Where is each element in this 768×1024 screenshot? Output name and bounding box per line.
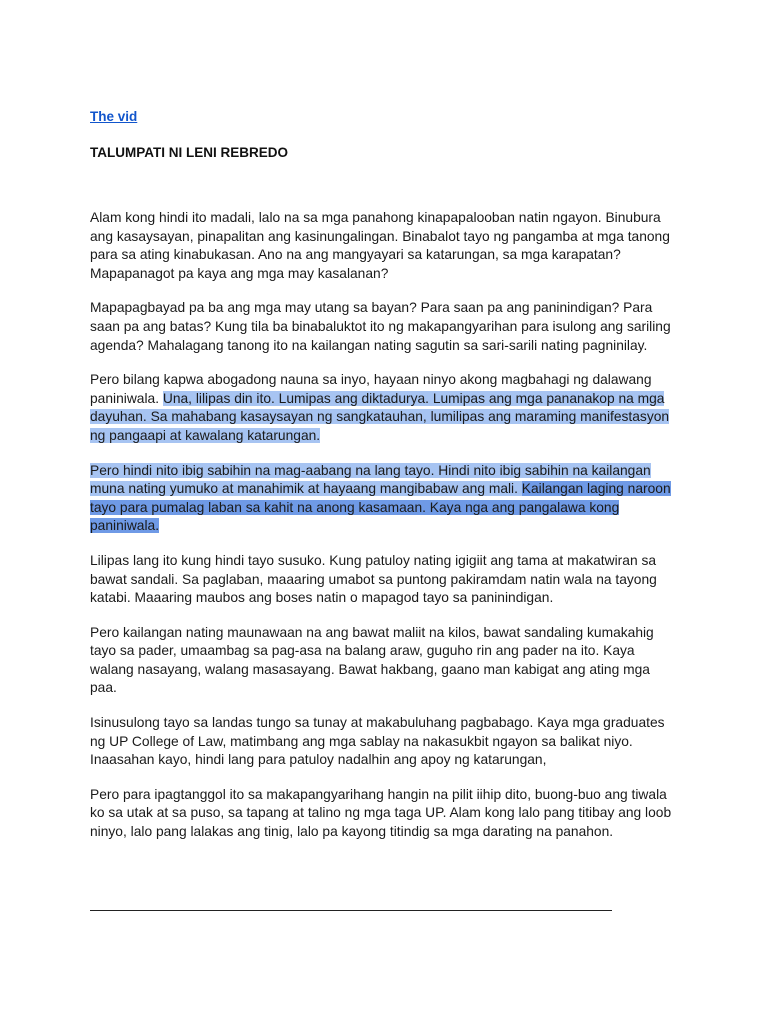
highlighted-text-1: Una, lilipas din ito. Lumipas ang diktadurya. Lumipas ang mga pananakop na mga dayuhan. Sa mahabang kasaysayan ng sangkatauhan, lumilipas ang maraming manifestasyon ng pangaapi at kawalang katarungan. <box>90 390 670 443</box>
paragraph-3 <box>90 371 675 445</box>
video-link[interactable]: The vid <box>90 109 138 124</box>
highlighted-text-3: Kailangan laging naroon tayo para pumalag laban sa kahit na anong kasamaan. Kaya nga ang pangalawa kong paniniwala. <box>90 481 671 534</box>
horizontal-rule <box>90 910 612 911</box>
paragraph-3-text: Pero bilang kapwa abogadong nauna sa inyo, hayaan ninyo akong magbahagi ng dalawang paniniwala. <box>90 372 652 406</box>
paragraph-2: Mapapagbayad pa ba ang mga may utang sa bayan? Para saan pa ang paninindigan? Para saan pa ang batas? Kung tila ba binabaluktot ito ng makapangyarihan para isulong ang sariling agenda? Mahalagang tanong ito na kailangan nating sagutin sa sari-sarili nating pagninilay. <box>90 300 671 353</box>
paragraph-7: Isinusulong tayo sa landas tungo sa tunay at makabuluhang pagbabago. Kaya mga graduates ng UP College of Law, matimbang ang mga sablay na nakasukbit ngayon sa balikat niyo. Inaasahan kayo, hindi lang para patuloy nadalhin ang apoy ng katarungan, <box>90 715 665 768</box>
paragraph-6: Pero kailangan nating maunawaan na ang bawat maliit na kilos, bawat sandaling kumakahig tayo sa pader, umaambag sa pag-asa na balang araw, guguho rin ang pader na ito. Kaya walang nasayang, walang masasayang. Bawat hakbang, gaano man kabigat ang ating mga paa. <box>90 624 654 696</box>
paragraph-1: Alam kong hindi ito madali, lalo na sa mga panahong kinapapalooban natin ngayon. Binubura ang kasaysayan, pinapalitan ang kasinungalingan. Binabalot tayo ng pangamba at mga tanong para sa ating kinabukasan. Ano na ang mangyayari sa katarungan, sa mga karapatan? Mapapanagot pa kaya ang mga may kasalanan? <box>90 210 670 281</box>
paragraph-4 <box>90 462 675 536</box>
document-body <box>90 108 675 842</box>
paragraph-5: Lilipas lang ito kung hindi tayo susuko. Kung patuloy nating igigiit ang tama at makatwiran sa bawat sandali. Sa paglaban, maaaring umabot sa puntong pakiramdam natin wala na tayong katabi. Maaaring maubos ang boses natin o mapagod tayo sa paninindigan. <box>90 552 657 606</box>
paragraph-8: Pero para ipagtanggol ito sa makapangyarihang hangin na pilit iihip dito, buong-buo ang tiwala ko sa utak at sa puso, sa tapang at talino ng mga taga UP. Alam kong lalo pang titibay ang loob ninyo, lalo pang lalakas ang tinig, lalo pa kayong titindig sa mga darating na panahon. <box>90 786 672 840</box>
highlighted-text-2: Pero hindi nito ibig sabihin na mag-aabang na lang tayo. Hindi nito ibig sabihin na kailangan muna nating yumuko at manahimik at hayaang mangibabaw ang mali. <box>90 462 651 497</box>
document-title: TALUMPATI NI LENI REBREDO <box>90 145 288 160</box>
